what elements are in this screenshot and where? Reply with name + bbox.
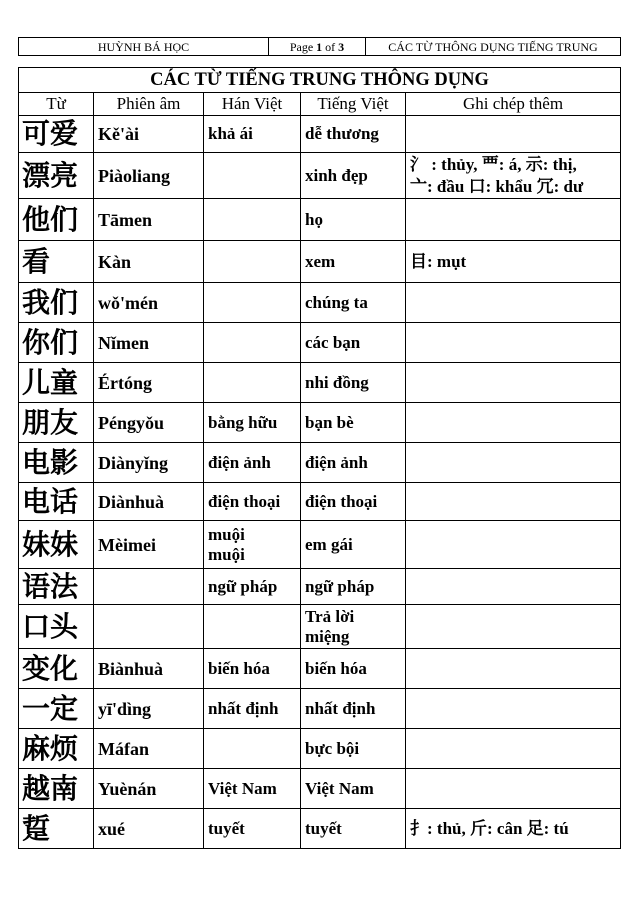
note-cell: 目: mụt <box>406 241 621 283</box>
word-cell: 漂亮 <box>19 153 94 199</box>
word-cell: 朋友 <box>19 403 94 443</box>
tieng-viet-line: miệng <box>305 626 350 646</box>
pinyin-cell <box>94 605 204 649</box>
page-current: 1 <box>316 39 323 54</box>
note-cell <box>406 323 621 363</box>
vocabulary-table <box>18 67 621 849</box>
note-cell <box>406 769 621 809</box>
han-viet-cell: bằng hữu <box>204 403 301 443</box>
pinyin-cell: Diànhuà <box>94 483 204 521</box>
pinyin-cell: Yuènán <box>94 769 204 809</box>
column-header-word: Từ <box>19 93 94 116</box>
vocab-row <box>19 323 621 363</box>
note-cell <box>406 153 621 199</box>
han-viet-cell <box>204 241 301 283</box>
vocab-row <box>19 729 621 769</box>
vocab-row <box>19 199 621 241</box>
pinyin-cell: Piàoliang <box>94 153 204 199</box>
vocab-row <box>19 483 621 521</box>
note-cell <box>406 199 621 241</box>
vocab-row <box>19 283 621 323</box>
note-cell <box>406 569 621 605</box>
han-viet-cell: điện ảnh <box>204 443 301 483</box>
pinyin-cell <box>94 569 204 605</box>
tieng-viet-cell: điện thoại <box>301 483 406 521</box>
pinyin-cell: Diànyǐng <box>94 443 204 483</box>
note-cell <box>406 283 621 323</box>
author-name: HUỲNH BÁ HỌC <box>19 38 269 56</box>
han-viet-cell: tuyết <box>204 809 301 849</box>
pinyin-cell: Péngyǒu <box>94 403 204 443</box>
tieng-viet-cell: Việt Nam <box>301 769 406 809</box>
tieng-viet-cell: các bạn <box>301 323 406 363</box>
page-number <box>269 38 366 56</box>
tieng-viet-cell: xinh đẹp <box>301 153 406 199</box>
tieng-viet-cell: bực bội <box>301 729 406 769</box>
page-header <box>18 37 621 56</box>
han-viet-cell <box>204 283 301 323</box>
word-cell: 一定 <box>19 689 94 729</box>
vocab-row <box>19 689 621 729</box>
pinyin-cell: Biànhuà <box>94 649 204 689</box>
word-cell: 变化 <box>19 649 94 689</box>
vocab-row <box>19 605 621 649</box>
vocabulary-rows <box>19 116 621 849</box>
tieng-viet-cell: tuyết <box>301 809 406 849</box>
tieng-viet-cell: em gái <box>301 521 406 569</box>
han-viet-cell: ngữ pháp <box>204 569 301 605</box>
word-cell: 妹妹 <box>19 521 94 569</box>
word-cell: 电影 <box>19 443 94 483</box>
han-viet-cell <box>204 323 301 363</box>
document-title: CÁC TỪ THÔNG DỤNG TIẾNG TRUNG <box>366 38 621 56</box>
pinyin-cell: xué <box>94 809 204 849</box>
column-header-pinyin: Phiên âm <box>94 93 204 116</box>
column-header-tieng-viet: Tiếng Việt <box>301 93 406 116</box>
word-cell: 可爱 <box>19 116 94 153</box>
note-cell: 扌: thủ, 斤: cân 足: tú <box>406 809 621 849</box>
han-viet-line: muội <box>208 544 245 564</box>
pinyin-cell: Tāmen <box>94 199 204 241</box>
note-cell <box>406 443 621 483</box>
word-cell: 他们 <box>19 199 94 241</box>
word-cell: 看 <box>19 241 94 283</box>
vocab-row <box>19 403 621 443</box>
note-cell <box>406 649 621 689</box>
vocab-row <box>19 769 621 809</box>
han-viet-cell: điện thoại <box>204 483 301 521</box>
word-cell: 你们 <box>19 323 94 363</box>
han-viet-cell <box>204 199 301 241</box>
note-cell <box>406 363 621 403</box>
tieng-viet-cell: bạn bè <box>301 403 406 443</box>
word-cell: 儿童 <box>19 363 94 403</box>
pinyin-cell: Nǐmen <box>94 323 204 363</box>
tieng-viet-cell: họ <box>301 199 406 241</box>
tieng-viet-line: Trả lời <box>305 606 355 626</box>
tieng-viet-cell: chúng ta <box>301 283 406 323</box>
han-viet-cell: biến hóa <box>204 649 301 689</box>
note-line: 氵 : thủy, 覀: á, 示: thị, <box>410 154 577 174</box>
han-viet-cell: khả ái <box>204 116 301 153</box>
pinyin-cell: Kě'ài <box>94 116 204 153</box>
pinyin-cell: Máfan <box>94 729 204 769</box>
tieng-viet-cell: ngữ pháp <box>301 569 406 605</box>
pinyin-cell: Kàn <box>94 241 204 283</box>
vocab-row <box>19 649 621 689</box>
note-cell <box>406 521 621 569</box>
page-header-row <box>19 38 621 56</box>
word-cell: 麻烦 <box>19 729 94 769</box>
vocab-row <box>19 569 621 605</box>
note-cell <box>406 689 621 729</box>
han-viet-cell <box>204 521 301 569</box>
pinyin-cell: wǒ'mén <box>94 283 204 323</box>
column-header-han-viet: Hán Việt <box>204 93 301 116</box>
note-cell <box>406 403 621 443</box>
note-cell <box>406 729 621 769</box>
han-viet-cell <box>204 153 301 199</box>
han-viet-cell: nhất định <box>204 689 301 729</box>
han-viet-cell <box>204 605 301 649</box>
vocab-row <box>19 363 621 403</box>
tieng-viet-cell: điện ảnh <box>301 443 406 483</box>
pinyin-cell: yī'dìng <box>94 689 204 729</box>
table-title: CÁC TỪ TIẾNG TRUNG THÔNG DỤNG <box>19 68 621 93</box>
tieng-viet-cell: dễ thương <box>301 116 406 153</box>
vocab-row <box>19 443 621 483</box>
vocab-row <box>19 809 621 849</box>
tieng-viet-cell: nhất định <box>301 689 406 729</box>
note-cell <box>406 116 621 153</box>
vocab-row <box>19 241 621 283</box>
tieng-viet-cell: xem <box>301 241 406 283</box>
han-viet-cell: Việt Nam <box>204 769 301 809</box>
table-title-row <box>19 68 621 93</box>
page-total: 3 <box>338 39 345 54</box>
note-cell <box>406 483 621 521</box>
han-viet-line: muội <box>208 524 245 544</box>
page-label: Page <box>289 39 314 54</box>
vocab-row <box>19 153 621 199</box>
word-cell: 口头 <box>19 605 94 649</box>
word-cell: 踅 <box>19 809 94 849</box>
han-viet-cell <box>204 363 301 403</box>
tieng-viet-cell: nhi đồng <box>301 363 406 403</box>
vocab-row <box>19 116 621 153</box>
tieng-viet-cell: biến hóa <box>301 649 406 689</box>
word-cell: 电话 <box>19 483 94 521</box>
word-cell: 语法 <box>19 569 94 605</box>
column-header-notes: Ghi chép thêm <box>406 93 621 116</box>
tieng-viet-cell <box>301 605 406 649</box>
vocab-row <box>19 521 621 569</box>
pinyin-cell: Mèimei <box>94 521 204 569</box>
word-cell: 我们 <box>19 283 94 323</box>
pinyin-cell: Értóng <box>94 363 204 403</box>
word-cell: 越南 <box>19 769 94 809</box>
note-line: 亠: đầu 口: khẩu 冗: dư <box>410 176 584 196</box>
page-of-label: of <box>325 39 336 54</box>
note-cell <box>406 605 621 649</box>
column-header-row <box>19 93 621 116</box>
han-viet-cell <box>204 729 301 769</box>
